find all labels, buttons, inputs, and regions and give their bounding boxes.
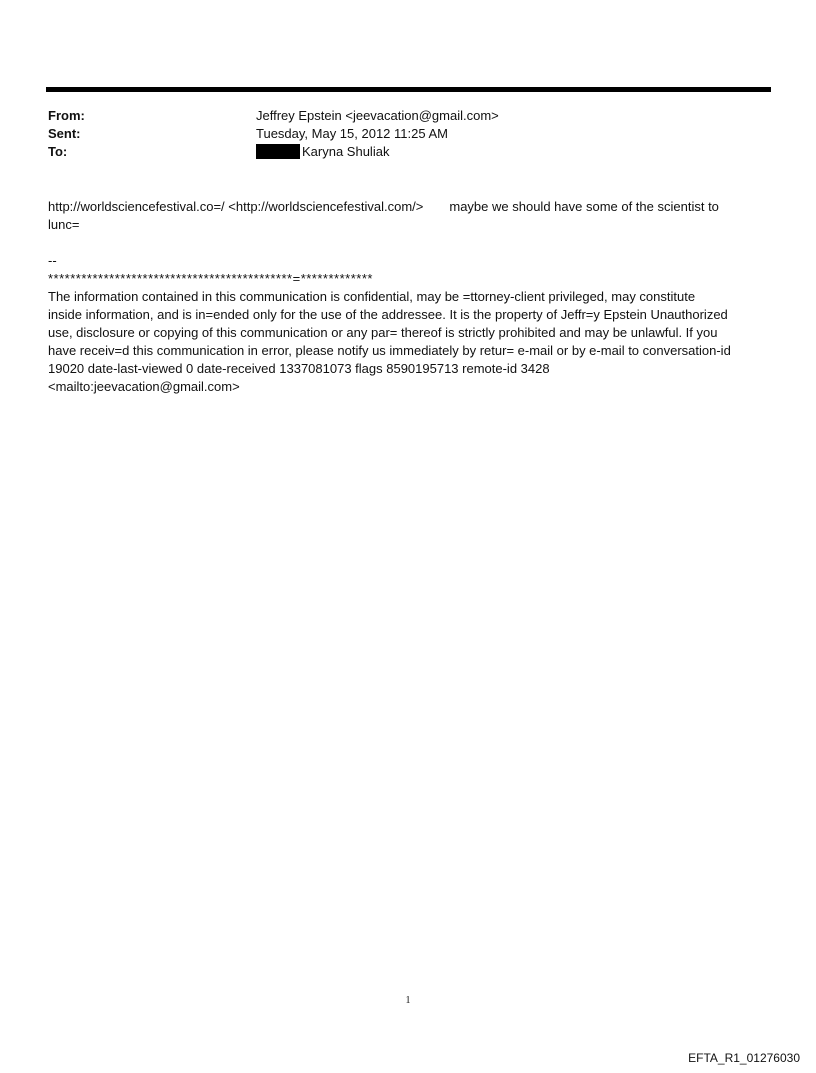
signature-stars: ********************************************=************* [48,271,373,286]
disclaimer [48,288,778,396]
document-id: EFTA_R1_01276030 [688,1051,800,1065]
sent-value: Tuesday, May 15, 2012 11:25 AM [256,126,448,141]
sent-label: Sent: [48,126,81,141]
from-label: From: [48,108,85,123]
page-number: 1 [405,995,411,1006]
disclaimer-line: have receiv=d this communication in error, please notify us immediately by retur= e-mail or by e-mail to conversation-id [48,343,731,358]
body-line-2: lunc= [48,217,80,232]
redaction-block [256,144,300,159]
header-divider [46,87,771,92]
disclaimer-line: use, disclosure or copying of this communication or any par= thereof is strictly prohibited and may be unlawful. If you [48,325,718,340]
disclaimer-line: <mailto:jeevacation@gmail.com> [48,379,240,394]
disclaimer-line: inside information, and is in=ended only for the use of the addressee. It is the property of Jeffr=y Epstein Unauthorized [48,307,728,322]
disclaimer-line: 19020 date-last-viewed 0 date-received 1337081073 flags 8590195713 remote-id 3428 [48,361,550,376]
from-value: Jeffrey Epstein <jeevacation@gmail.com> [256,108,499,123]
body-message: maybe we should have some of the scientist to [449,199,719,214]
signature-dashes: -- [48,253,57,268]
to-label: To: [48,144,68,159]
to-value: Karyna Shuliak [302,144,390,159]
body-line-1 [48,198,719,216]
disclaimer-line: The information contained in this communication is confidential, may be =ttorney-client privileged, may constitute [48,289,696,304]
body-link: http://worldsciencefestival.co=/ <http://worldsciencefestival.com/> [48,199,424,214]
to-field [256,143,389,161]
